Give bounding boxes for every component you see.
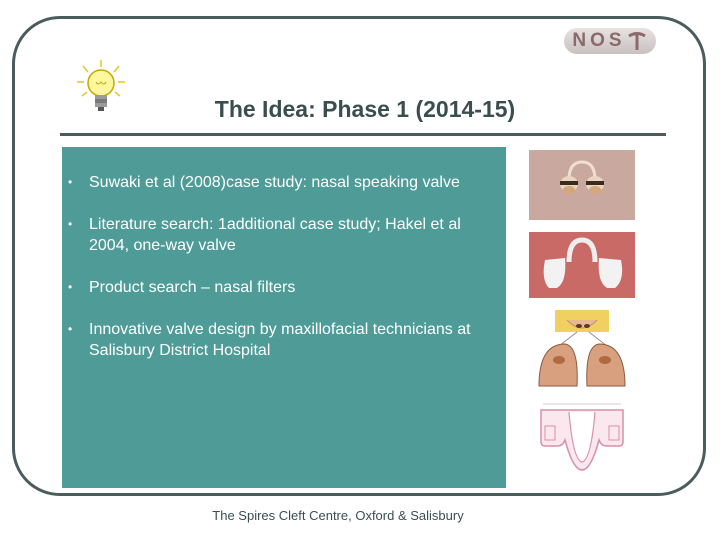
slide-footer: The Spires Cleft Centre, Oxford & Salisbury [212,508,464,523]
bullet-list [62,172,506,382]
bullet-icon: • [68,280,73,294]
bullet-item [62,277,506,298]
bullet-icon: • [68,322,73,336]
content-panel [62,147,506,488]
bullet-item [62,214,506,256]
slide-title: The Idea: Phase 1 (2014-15) [214,96,516,122]
nasal-filter-diagram [529,306,635,394]
one-way-valve-photo [529,232,635,298]
title-divider [60,133,666,136]
bullet-text: Product search – nasal filters [89,279,296,296]
bullet-icon: • [68,175,73,189]
bullet-icon: • [68,217,73,231]
bullet-item [62,319,506,361]
bullet-text: Innovative valve design by maxillofacial technicians at Salisbury District Hospital [89,321,471,359]
logo-text: NOS [572,30,626,51]
logo-plus-mark [626,30,648,52]
lightbulb-icon [74,58,128,116]
bullet-text: Literature search: 1additional case study; Hakel et al 2004, one-way valve [89,216,461,254]
bullet-text: Suwaki et al (2008)case study: nasal speaking valve [89,174,460,191]
nasal-valve-photo [529,150,635,220]
nos-logo [564,28,656,54]
bullet-item [62,172,506,193]
valve-design-drawing [529,400,635,474]
